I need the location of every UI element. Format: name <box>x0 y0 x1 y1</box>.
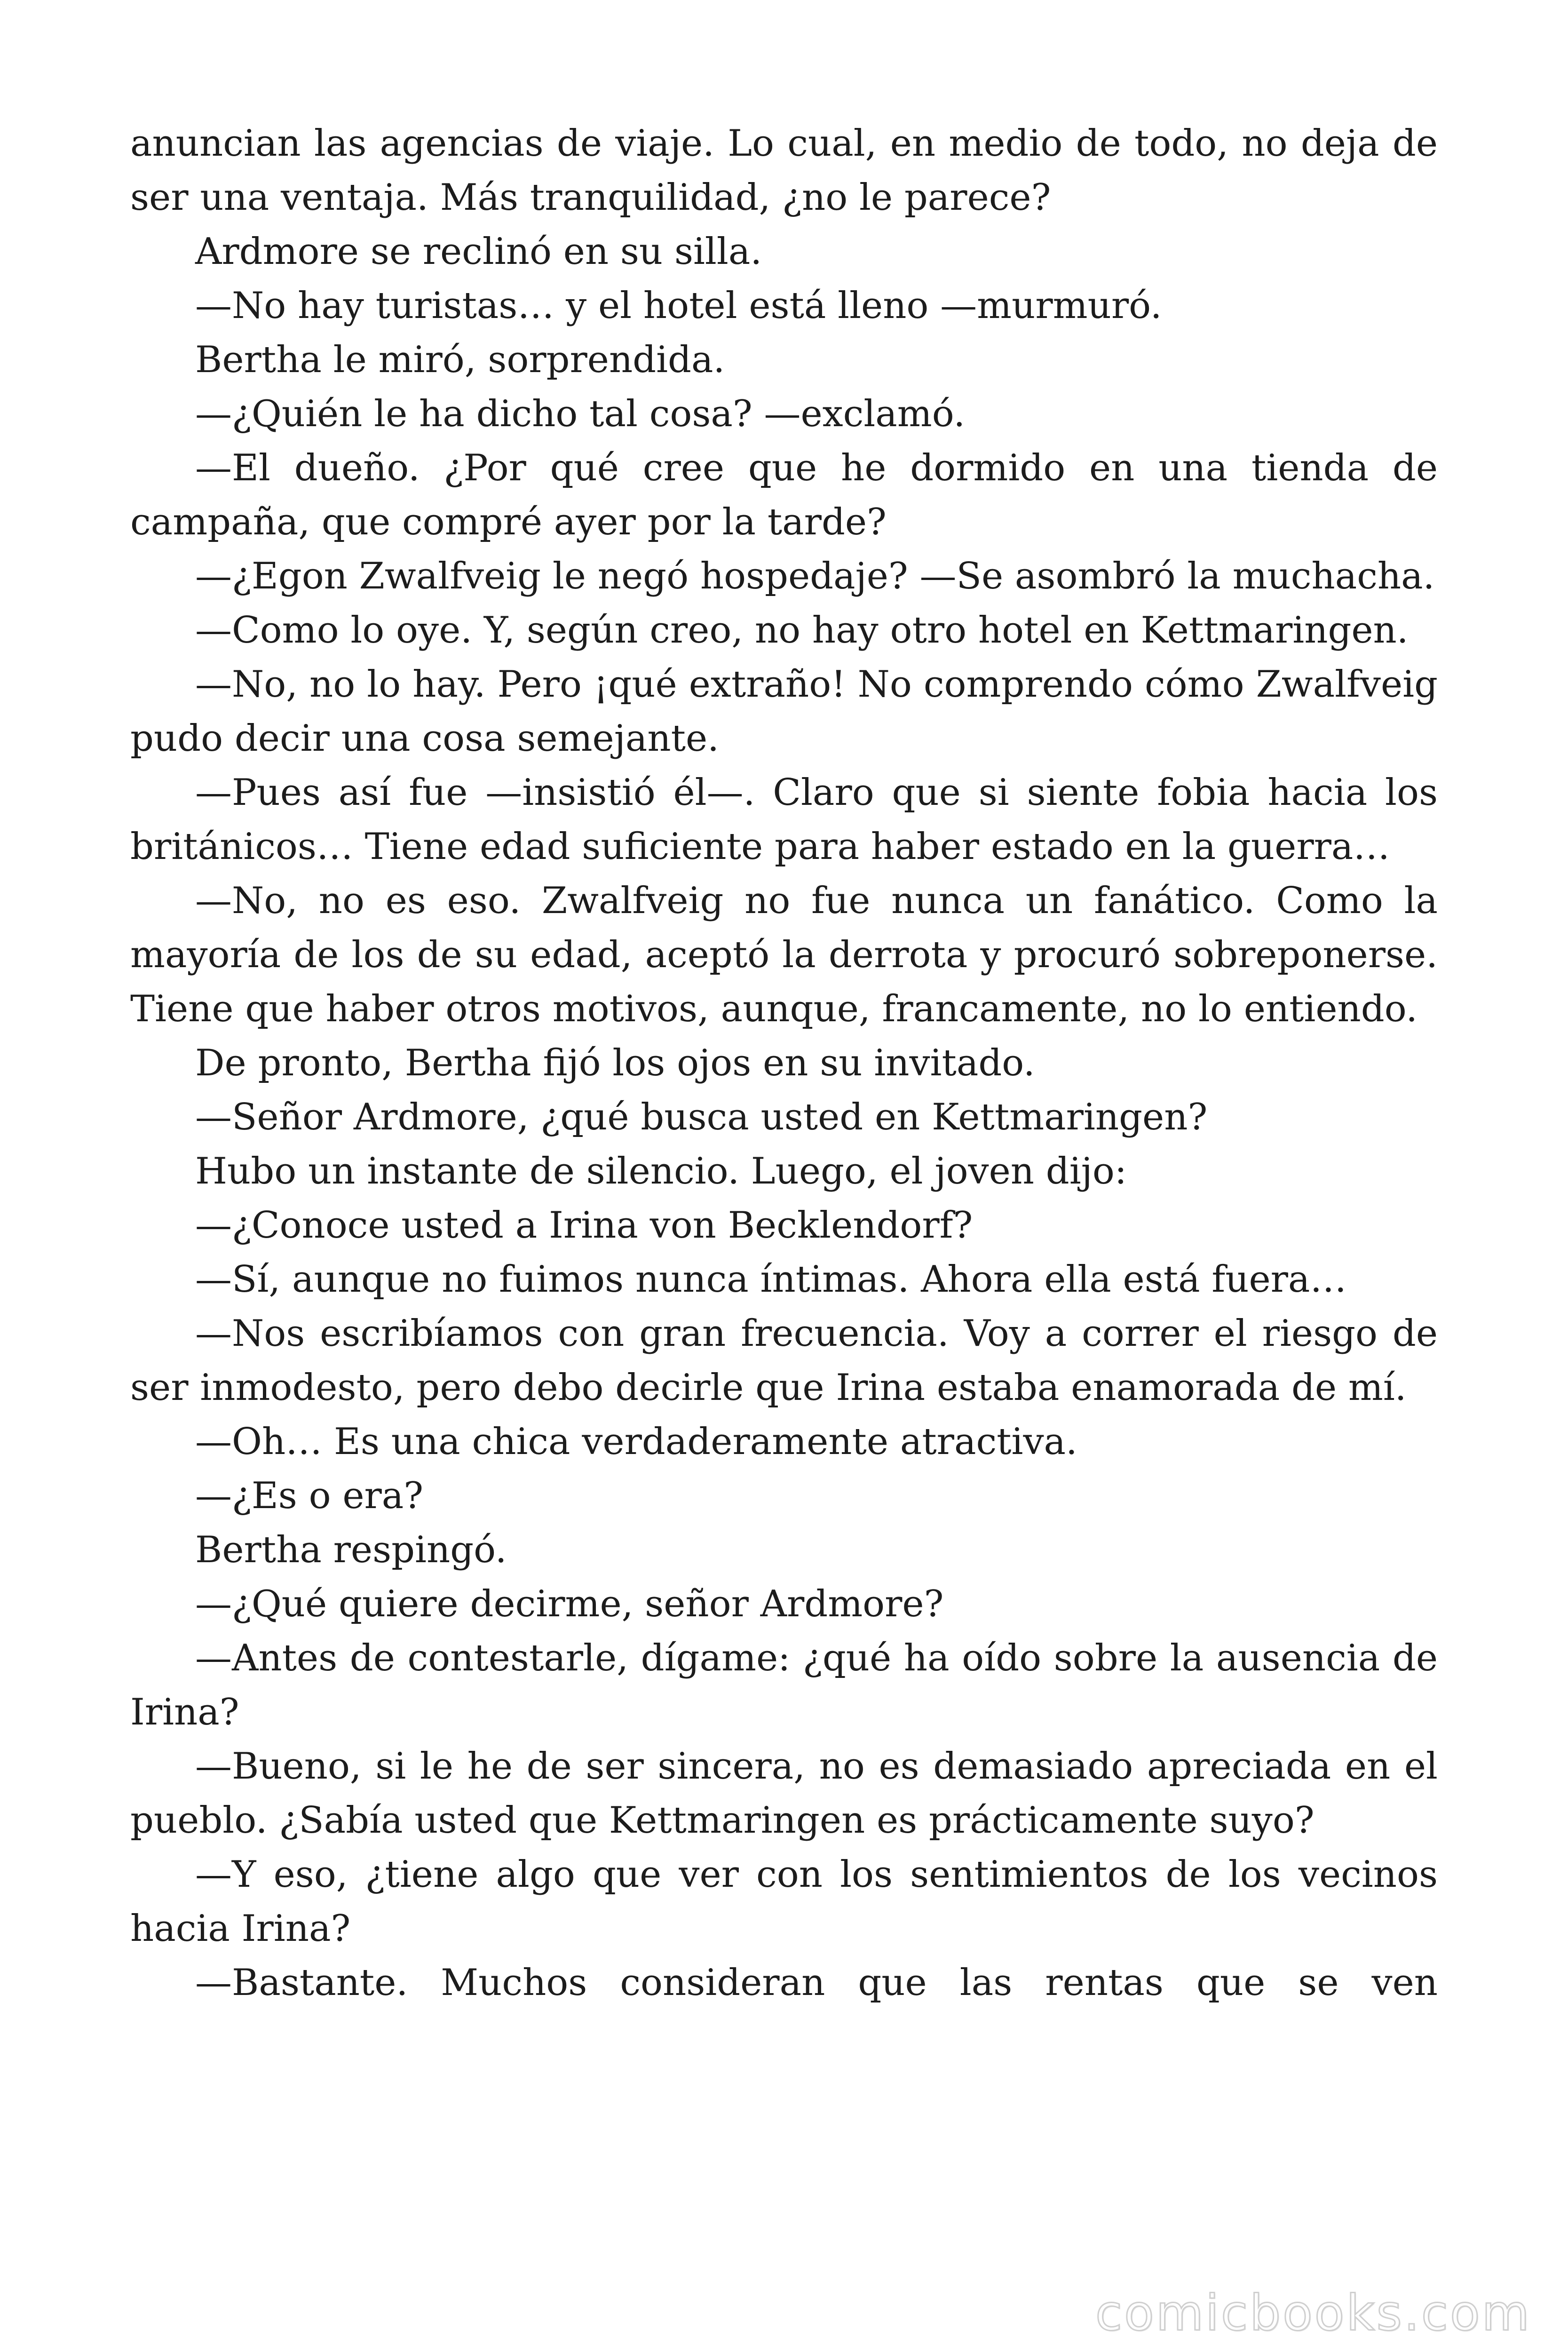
paragraph: —El dueño. ¿Por qué cree que he dormido en una tienda de campaña, que compré ayer por la tarde? <box>130 447 1438 543</box>
watermark: comicbooks.com <box>1095 2284 1531 2342</box>
book-page-text <box>130 117 1438 2010</box>
paragraph: —¿Quién le ha dicho tal cosa? —exclamó. <box>195 393 966 435</box>
paragraph: —¿Egon Zwalfveig le negó hospedaje? —Se asombró la muchacha. <box>195 555 1435 597</box>
paragraph-continuation: anuncian las agencias de viaje. Lo cual, en medio de todo, no deja de ser una ventaja. Más tranquilidad, ¿no le parece? <box>130 122 1438 219</box>
paragraph: —Bueno, si le he de ser sincera, no es demasiado apreciada en el pueblo. ¿Sabía usted que Kettmaringen es prácticamente suyo? <box>130 1745 1438 1842</box>
paragraph: —No, no es eso. Zwalfveig no fue nunca un fanático. Como la mayoría de los de su edad, aceptó la derrota y procuró sobreponerse. Tiene que haber otros motivos, aunque, francamente, no lo entiendo. <box>130 880 1438 1030</box>
paragraph: Hubo un instante de silencio. Luego, el joven dijo: <box>195 1150 1127 1192</box>
paragraph: Bertha le miró, sorprendida. <box>195 339 725 381</box>
paragraph: —Como lo oye. Y, según creo, no hay otro hotel en Kettmaringen. <box>195 609 1409 652</box>
paragraph: Ardmore se reclinó en su silla. <box>195 230 762 273</box>
paragraph: —Y eso, ¿tiene algo que ver con los sentimientos de los vecinos hacia Irina? <box>130 1853 1438 1950</box>
paragraph: —Nos escribíamos con gran frecuencia. Voy a correr el riesgo de ser inmodesto, pero debo decirle que Irina estaba enamorada de mí. <box>130 1312 1438 1409</box>
paragraph-continues: —Bastante. Muchos consideran que las rentas que se ven <box>195 1962 1438 2004</box>
paragraph: Bertha respingó. <box>195 1529 507 1571</box>
paragraph: —¿Es o era? <box>195 1475 424 1517</box>
paragraph: —Antes de contestarle, dígame: ¿qué ha oído sobre la ausencia de Irina? <box>130 1637 1438 1733</box>
paragraph: —¿Qué quiere decirme, señor Ardmore? <box>195 1583 944 1625</box>
paragraph: —¿Conoce usted a Irina von Becklendorf? <box>195 1204 973 1247</box>
paragraph: —Señor Ardmore, ¿qué busca usted en Kettmaringen? <box>195 1096 1208 1138</box>
paragraph: —Pues así fue —insistió él—. Claro que si siente fobia hacia los británicos… Tiene edad suficiente para haber estado en la guerra… <box>130 771 1438 868</box>
paragraph: De pronto, Bertha fijó los ojos en su invitado. <box>195 1042 1035 1084</box>
paragraph: —No, no lo hay. Pero ¡qué extraño! No comprendo cómo Zwalfveig pudo decir una cosa semejante. <box>130 663 1438 760</box>
paragraph: —No hay turistas… y el hotel está lleno —murmuró. <box>195 285 1162 327</box>
paragraph: —Oh… Es una chica verdaderamente atractiva. <box>195 1421 1077 1463</box>
paragraph: —Sí, aunque no fuimos nunca íntimas. Ahora ella está fuera… <box>195 1258 1347 1301</box>
